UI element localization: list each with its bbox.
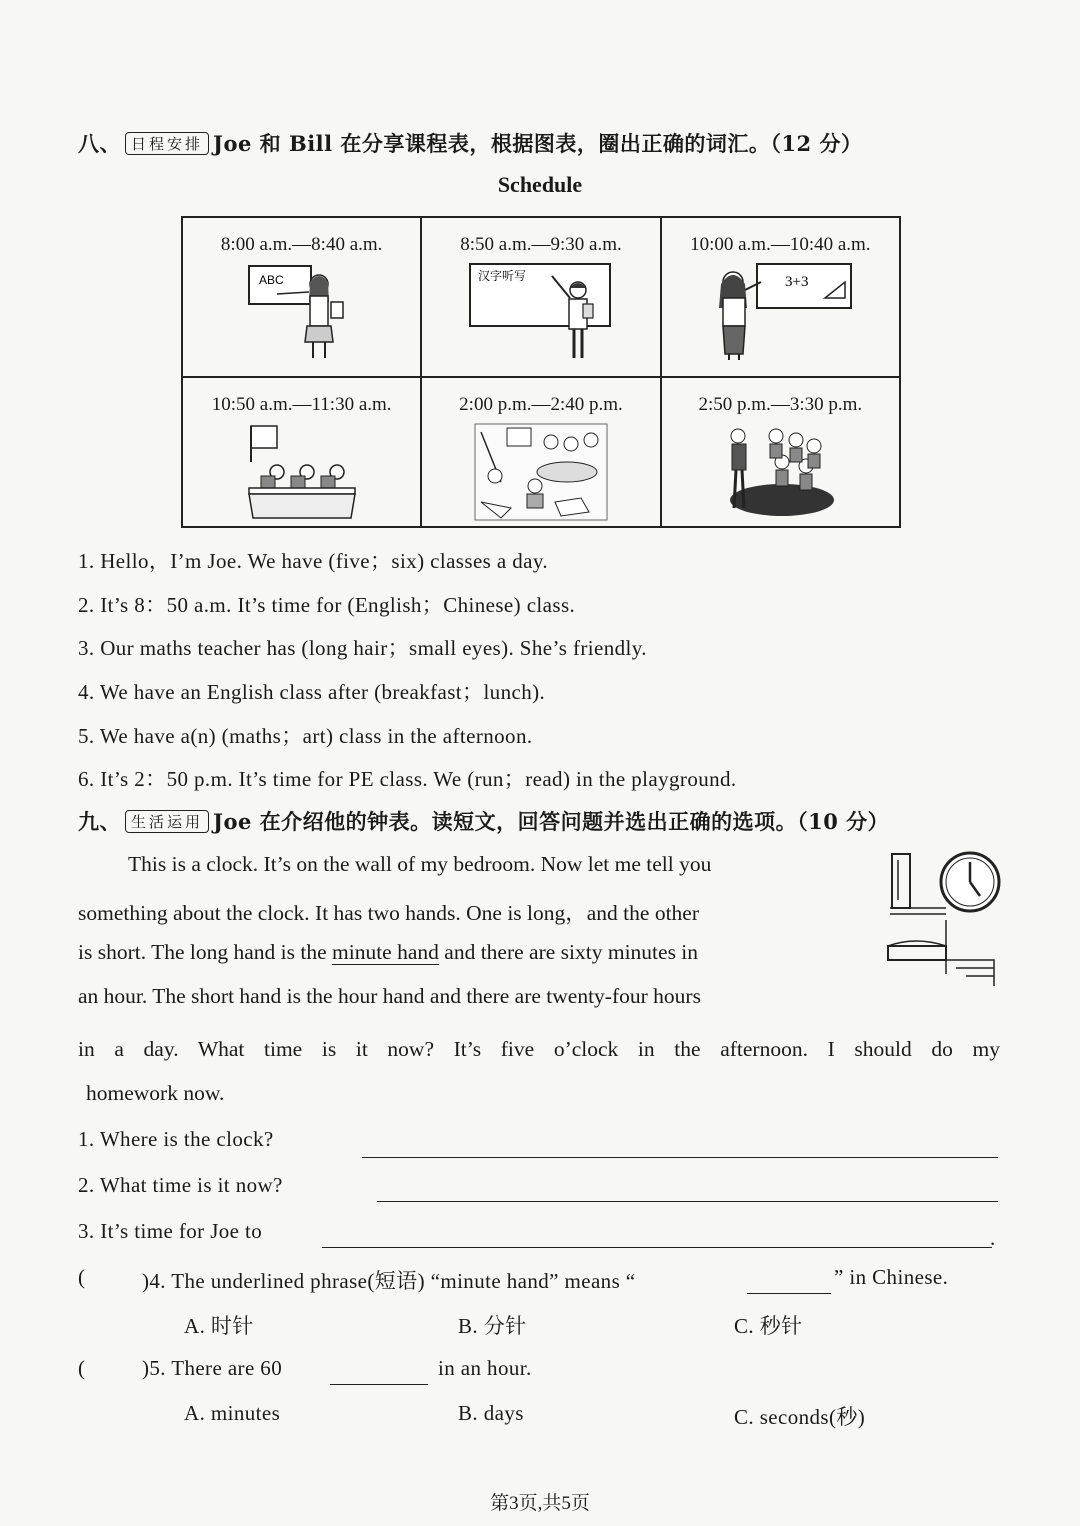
question-9-4: )4. The underlined phrase(短语) “minute hand” means “ [142,1269,636,1293]
cell-time: 8:50 a.m.—9:30 a.m. [460,234,622,255]
q4-option-c[interactable]: C. 秒针 [734,1314,803,1338]
schedule-table [181,216,901,528]
question-9-3-period: . [990,1226,996,1250]
passage-text: is short. The long hand is the [78,940,333,964]
section-9-heading [78,806,889,836]
passage-line-1: This is a clock. It’s on the wall of my bedroom. Now let me tell you [128,852,712,876]
cell-time: 10:00 a.m.—10:40 a.m. [690,234,871,255]
section-instruction: Joe 在介绍他的钟表。读短文，回答问题并选出正确的选项。（10 分） [213,809,890,834]
schedule-title: Schedule [497,172,583,197]
english-teacher-icon [247,262,357,362]
q5-option-b[interactable]: B. days [458,1401,524,1425]
wall-clock-illustration [886,850,1002,990]
answer-line-3[interactable] [322,1247,992,1248]
question-8-5: 5. We have a(n) (maths；art) class in the afternoon. [78,724,533,748]
cell-time: 2:50 p.m.—3:30 p.m. [698,394,863,415]
cell-time: 2:00 p.m.—2:40 p.m. [459,394,623,415]
schedule-cell-2 [421,217,660,377]
maths-teacher-icon [705,262,855,362]
schedule-cell-6 [661,377,900,527]
q4-option-b[interactable]: B. 分针 [458,1314,527,1338]
question-9-2: 2. What time is it now? [78,1173,283,1197]
question-9-1: 1. Where is the clock? [78,1127,274,1151]
chinese-teacher-icon [466,262,616,362]
schedule-cell-1 [182,217,421,377]
passage-text: and there are sixty minutes in [438,940,699,964]
schedule-cell-3 [661,217,900,377]
question-9-3: 3. It’s time for Joe to [78,1219,263,1243]
section-8-heading [78,128,862,158]
q5-option-c[interactable]: C. seconds(秒) [734,1405,866,1429]
page-footer: 第3页,共5页 [490,1493,590,1514]
computer-class-icon [247,422,357,522]
question-9-4-end: ” in Chinese. [834,1265,949,1289]
passage-line-6: homework now. [86,1081,225,1105]
answer-line-1[interactable] [362,1157,998,1158]
art-class-icon [471,422,611,522]
section-number: 八、 [78,131,121,156]
cell-time: 8:00 a.m.—8:40 a.m. [220,234,383,255]
question-9-5-end: in an hour. [438,1356,532,1380]
board-text: 3+3 [785,274,809,290]
underlined-phrase: minute hand [332,940,439,964]
q5-open-paren: ( [78,1356,86,1380]
question-8-3: 3. Our maths teacher has (long hair；small eyes). She’s friendly. [78,636,647,660]
q4-option-a[interactable]: A. 时针 [184,1314,254,1338]
passage-line-4: an hour. The short hand is the hour hand and there are twenty-four hours [78,984,701,1008]
passage-line-5: in a day. What time is it now? It’s five o’clock in the afternoon. I should do my [78,1037,1000,1061]
question-8-6: 6. It’s 2：50 p.m. It’s time for PE class. We (run；read) in the playground. [78,767,737,791]
section-number: 九、 [78,809,121,834]
q4-blank[interactable] [747,1293,831,1294]
schedule-cell-5 [421,377,660,527]
board-text: ABC [258,273,284,287]
question-8-1: 1. Hello，I’m Joe. We have (five；six) classes a day. [78,549,549,573]
passage-line-2: something about the clock. It has two hands. One is long，and the other [78,901,699,925]
section-instruction: Joe 和 Bill 在分享课程表，根据图表，圈出正确的词汇。（12 分） [213,131,863,156]
q4-open-paren: ( [78,1265,86,1289]
answer-line-2[interactable] [377,1201,998,1202]
section-tag: 生活运用 [125,810,209,833]
pe-class-icon [720,422,840,522]
question-9-5: )5. There are 60 [142,1356,283,1380]
question-8-4: 4. We have an English class after (breakfast；lunch). [78,680,546,704]
q5-option-a[interactable]: A. minutes [184,1401,281,1425]
section-tag: 日程安排 [125,132,209,155]
schedule-cell-4 [182,377,421,527]
passage-line-3 [78,940,698,965]
cell-time: 10:50 a.m.—11:30 a.m. [211,394,392,415]
board-text: 汉字听写 [477,269,526,283]
question-8-2: 2. It’s 8：50 a.m. It’s time for (English；Chinese) class. [78,593,576,617]
q5-blank[interactable] [330,1384,428,1385]
